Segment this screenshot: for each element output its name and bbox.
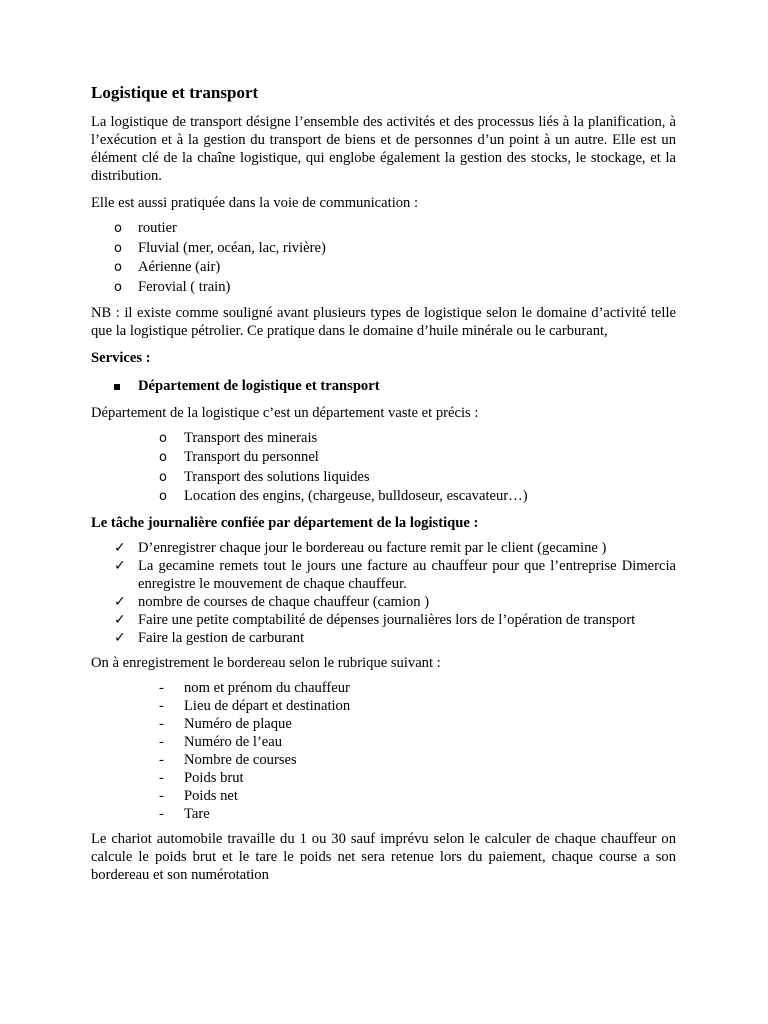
departement-heading-list	[91, 377, 676, 397]
list-item: o Ferovial ( train)	[91, 278, 676, 298]
list-item: o Fluvial (mer, océan, lac, rivière)	[91, 239, 676, 259]
list-item: o Location des engins, (chargeuse, bulldoseur, escavateur…)	[91, 487, 676, 507]
list-item: - Tare	[159, 805, 210, 822]
circle-bullet-icon: o	[114, 260, 122, 275]
checkmark-icon: ✓	[114, 593, 126, 610]
list-item: ✓ Faire une petite comptabilité de dépenses journalières lors de l’opération de transport	[114, 611, 636, 628]
conclusion-paragraph: Le chariot automobile travaille du 1 ou 30 sauf imprévu selon le calculer de chaque chauffeur on calcule le poids brut et le tare le poids net sera retenue lors du paiement, chaque course a son bordereau et son numérotation	[91, 830, 676, 883]
services-label: Services :	[91, 350, 151, 366]
document-title: Logistique et transport	[91, 83, 259, 102]
list-item: - Lieu de départ et destination	[159, 697, 351, 714]
list-item: o Aérienne (air)	[91, 258, 676, 278]
departement-description: Département de la logistique c’est un département vaste et précis :	[91, 404, 479, 421]
dash-bullet-icon: -	[159, 805, 164, 822]
dash-bullet-icon: -	[159, 769, 164, 786]
circle-bullet-icon: o	[159, 430, 167, 446]
list-item: - Numéro de l’eau	[159, 733, 283, 750]
circle-bullet-icon: o	[159, 489, 167, 504]
taches-list	[91, 539, 676, 647]
list-item: o Transport des solutions liquides	[91, 468, 676, 488]
dash-bullet-icon: -	[159, 697, 164, 714]
dash-bullet-icon: -	[159, 679, 164, 696]
tache-title: Le tâche journalière confiée par département de la logistique :	[91, 514, 479, 531]
dash-bullet-icon: -	[159, 751, 164, 768]
list-item: - Poids brut	[159, 769, 244, 786]
nb-paragraph: NB : il existe comme souligné avant plusieurs types de logistique selon le domaine d’activité telle que la logistique pétrolier. Ce pratique dans le domaine d’huile minérale ou le carburant,	[91, 305, 676, 339]
square-bullet-icon	[114, 384, 120, 390]
departement-items-list	[91, 429, 676, 507]
list-item: o Transport du personnel	[91, 448, 676, 468]
list-item: ✓ Faire la gestion de carburant	[114, 629, 305, 646]
list-item: ✓ nombre de courses de chaque chauffeur (camion )	[114, 593, 430, 610]
voies-list	[91, 219, 676, 297]
dash-bullet-icon: -	[159, 715, 164, 732]
intro-paragraph: La logistique de transport désigne l’ensemble des activités et des processus liés à la planification, à l’exécution et à la gestion du transport de biens et de personnes d’un point à un autre. Elle est un élément clé de la chaîne logistique, qui englobe également la gestion des stocks, le stockage, et la distribution.	[91, 114, 676, 184]
circle-bullet-icon: o	[159, 469, 167, 485]
list-item: o routier	[91, 219, 676, 239]
list-item: - Nombre de courses	[159, 751, 297, 768]
voie-intro: Elle est aussi pratiquée dans la voie de communication :	[91, 195, 419, 211]
dash-bullet-icon: -	[159, 787, 164, 804]
circle-bullet-icon: o	[114, 240, 122, 256]
list-item: ✓ La gecamine remets tout le jours une facture au chauffeur pour que l’entreprise Dimercia enregistre le mouvement de chaque chauffeur.	[114, 557, 676, 592]
document-page	[91, 82, 676, 893]
checkmark-icon: ✓	[114, 611, 126, 628]
dash-bullet-icon: -	[159, 733, 164, 750]
checkmark-icon: ✓	[114, 557, 126, 574]
checkmark-icon: ✓	[114, 629, 126, 646]
bordereau-intro: On à enregistrement le bordereau selon le rubrique suivant :	[91, 654, 441, 671]
list-item: - Numéro de plaque	[159, 715, 292, 732]
checkmark-icon: ✓	[114, 539, 126, 556]
list-item: Département de logistique et transport	[91, 377, 676, 397]
list-item: - nom et prénom du chauffeur	[159, 679, 350, 696]
circle-bullet-icon: o	[114, 221, 122, 236]
list-item: o Transport des minerais	[91, 429, 676, 449]
bordereau-items-list	[91, 679, 676, 823]
list-item: ✓ D’enregistrer chaque jour le bordereau ou facture remit par le client (gecamine )	[114, 539, 607, 556]
circle-bullet-icon: o	[114, 279, 122, 295]
circle-bullet-icon: o	[159, 450, 167, 465]
list-item: - Poids net	[159, 787, 238, 804]
